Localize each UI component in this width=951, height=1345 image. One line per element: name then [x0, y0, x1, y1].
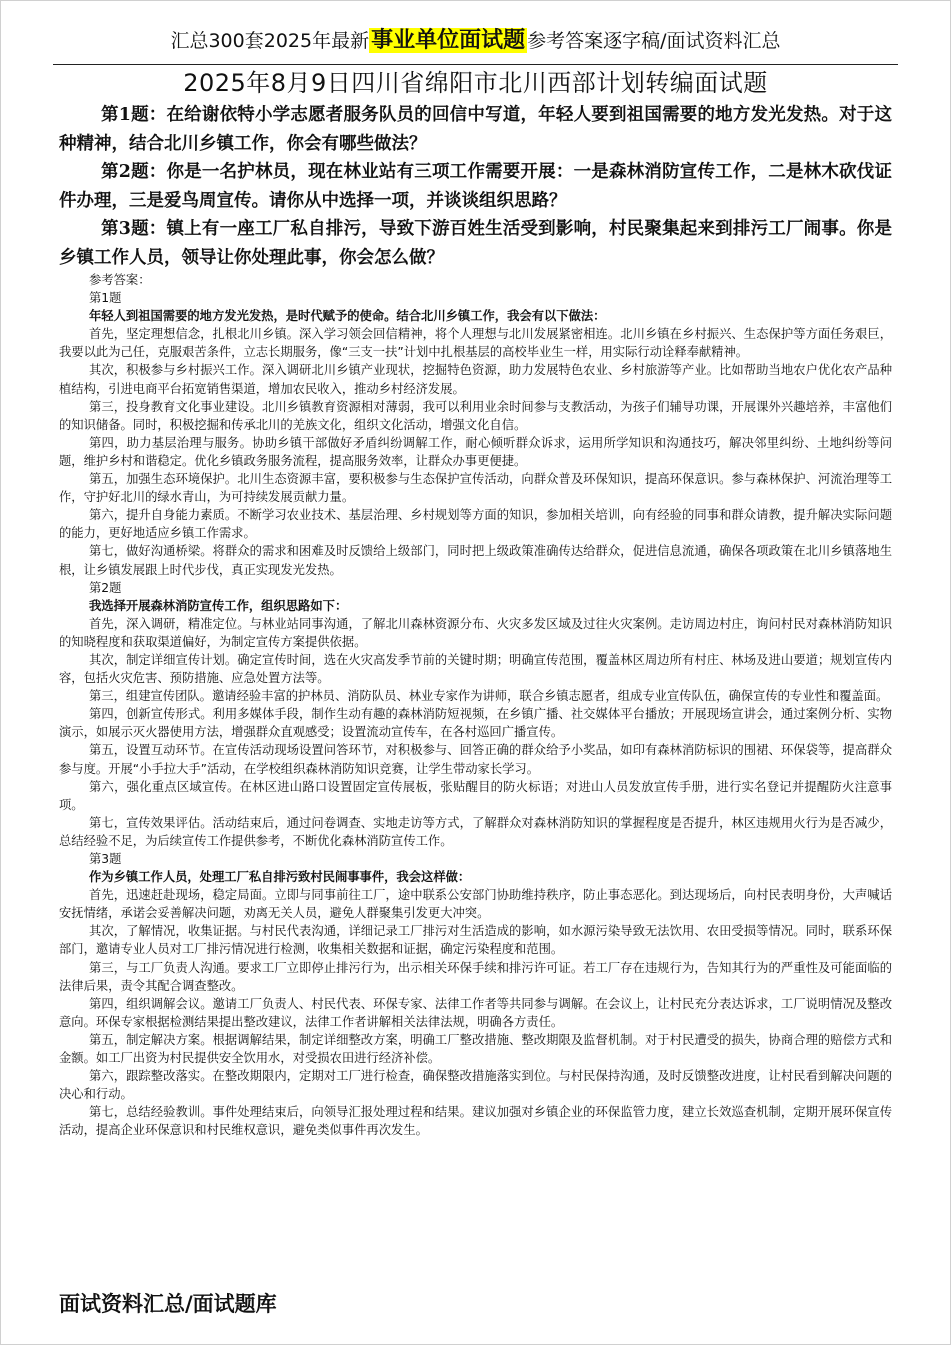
answer-1-paragraph: 第七，做好沟通桥梁。将群众的需求和困难及时反馈给上级部门，同时把上级政策准确传达给群众，促进信息流通，确保各项政策在北川乡镇落地生根，让乡镇发展跟上时代步伐，真正实现发光发热。	[59, 544, 892, 577]
answer-1-paragraph: 第六，提升自身能力素质。不断学习农业技术、基层治理、乡村规划等方面的知识，参加相关培训，向有经验的同事和群众请教，提升解决实际问题的能力，更好地适应乡镇工作需求。	[59, 508, 892, 541]
answer-1-heading: 第1题	[89, 291, 122, 306]
question-2: 第2题：你是一名护林员，现在林业站有三项工作需要开展：一是森林消防宣传工作，二是林木砍伐证件办理，三是爱鸟周宣传。请你从中选择一项，并谈谈组织思路？	[59, 162, 892, 211]
answer-2-paragraph: 第七，宣传效果评估。活动结束后，通过问卷调查、实地走访等方式，了解群众对森林消防知识的掌握程度是否提升，林区违规用火行为是否减少，总结经验不足，为后续宣传工作提供参考，不断优化森林消防宣传工作。	[59, 815, 892, 848]
answer-label: 参考答案：	[89, 273, 151, 287]
answer-2-paragraph: 第六，强化重点区域宣传。在林区进山路口设置固定宣传展板，张贴醒目的防火标语；对进山人员发放宣传手册，进行实名登记并提醒防火注意事项。	[59, 779, 892, 812]
answer-3-paragraph: 第七，总结经验教训。事件处理结束后，向领导汇报处理过程和结果。建议加强对乡镇企业的环保监管力度，建立长效巡查机制，定期开展环保宣传活动，提高企业环保意识和村民维权意识，避免类似事件再次发生。	[59, 1105, 892, 1138]
answer-3-lead: 作为乡镇工作人员，处理工厂私自排污致村民闹事事件，我会这样做：	[89, 870, 471, 885]
answer-2-paragraph: 第四，创新宣传形式。利用多媒体手段，制作生动有趣的森林消防短视频，在乡镇广播、社交媒体平台播放；开展现场宣讲会，通过案例分析、实物演示，如展示灭火器使用方法，增强群众直观感受；设置流动宣传车，在各村巡回广播宣传。	[59, 707, 892, 740]
answer-3-paragraph: 其次，了解情况，收集证据。与村民代表沟通，详细记录工厂排污对生活造成的影响，如水源污染导致无法饮用、农田受损等情况。同时，联系环保部门，邀请专业人员对工厂排污情况进行检测，收集相关数据和证据，确定污染程度和范围。	[59, 924, 892, 957]
question-3: 第3题：镇上有一座工厂私自排污，导致下游百姓生活受到影响，村民聚集起来到排污工厂闹事。你是乡镇工作人员，领导让你处理此事，你会怎么做？	[59, 219, 892, 268]
banner-prefix: 汇总300套2025年最新	[170, 30, 370, 52]
answer-1-paragraph: 第五，加强生态环境保护。北川生态资源丰富，要积极参与生态保护宣传活动，向群众普及环保知识，提高环保意识。参与森林保护、河流治理等工作，守护好北川的绿水青山，为可持续发展贡献力量。	[59, 472, 892, 505]
answer-1-paragraph: 其次，积极参与乡村振兴工作。深入调研北川乡镇产业现状，挖掘特色资源，助力发展特色农业、乡村旅游等产业。比如帮助当地农户优化农产品种植结构，引进电商平台拓宽销售渠道，增加农民收入，推动乡村经济发展。	[59, 363, 892, 396]
answer-2-lead: 我选择开展森林消防宣传工作，组织思路如下：	[89, 598, 348, 613]
banner-suffix: 参考答案逐字稿/面试资料汇总	[527, 30, 781, 52]
answer-3-paragraph: 第五，制定解决方案。根据调解结果，制定详细整改方案，明确工厂整改措施、整改期限及监督机制。对于村民遭受的损失，协商合理的赔偿方式和金额。如工厂出资为村民提供安全饮用水，对受损农田进行经济补偿。	[59, 1032, 892, 1066]
answer-3-paragraph: 第四，组织调解会议。邀请工厂负责人、村民代表、环保专家、法律工作者等共同参与调解。在会议上，让村民充分表达诉求，工厂说明情况及整改意向。环保专家根据检测结果提出整改建议，法律工作者讲解相关法律法规，明确各方责任。	[59, 996, 892, 1029]
answer-1-paragraph: 首先，坚定理想信念，扎根北川乡镇。深入学习领会回信精神，将个人理想与北川发展紧密相连。北川乡镇在乡村振兴、生态保护等方面任务艰巨，我要以此为己任，克服艰苦条件，立志长期服务，像“三支一扶”计划中扎根基层的高校毕业生一样，用实际行动诠释奉献精神。	[59, 327, 892, 360]
answer-2-paragraph: 其次，制定详细宣传计划。确定宣传时间，选在火灾高发季节前的关键时期；明确宣传范围，覆盖林区周边所有村庄、林场及进山要道；规划宣传内容，包括火灾危害、预防措施、应急处置方法等。	[59, 652, 892, 686]
question-list	[59, 101, 892, 272]
answer-2-paragraph: 第五，设置互动环节。在宣传活动现场设置问答环节，对积极参与、回答正确的群众给予小奖品，如印有森林消防标识的围裙、环保袋等，提高群众参与度。开展“小手拉大手”活动，在学校组织森林消防知识竞赛，让学生带动家长学习。	[59, 743, 892, 776]
promo-banner	[51, 19, 900, 63]
answer-2-paragraph: 第三，组建宣传团队。邀请经验丰富的护林员、消防队员、林业专家作为讲师，联合乡镇志愿者，组成专业宣传队伍，确保宣传的专业性和覆盖面。	[89, 689, 889, 704]
answer-1-paragraph: 第四，助力基层治理与服务。协助乡镇干部做好矛盾纠纷调解工作，耐心倾听群众诉求，运用所学知识和沟通技巧，解决邻里纠纷、土地纠纷等问题，维护乡村和谐稳定。优化乡镇政务服务流程，提高服务效率，让群众办事更便捷。	[59, 435, 892, 468]
answer-1-paragraph: 第三，投身教育文化事业建设。北川乡镇教育资源相对薄弱，我可以利用业余时间参与支教活动，为孩子们辅导功课，开展课外兴趣培养，丰富他们的知识储备。同时，积极挖掘和传承北川的羌族文化，组织文化活动，增强文化自信。	[59, 399, 892, 432]
answer-1-lead: 年轻人到祖国需要的地方发光发热，是时代赋予的使命。结合北川乡镇工作，我会有以下做法：	[89, 309, 606, 324]
answer-3-paragraph: 第三，与工厂负责人沟通。要求工厂立即停止排污行为，出示相关环保手续和排污许可证。若工厂存在违规行为，告知其行为的严重性及可能面临的法律后果，责令其配合调查整改。	[59, 960, 892, 993]
document-title: 2025年8月9日四川省绵阳市北川西部计划转编面试题	[183, 69, 768, 97]
answer-3-heading: 第3题	[89, 852, 122, 866]
answer-2-heading: 第2题	[89, 580, 122, 595]
answer-3-paragraph: 第六，跟踪整改落实。在整改期限内，定期对工厂进行检查，确保整改措施落实到位。与村民保持沟通，及时反馈整改进度，让村民看到解决问题的决心和行动。	[59, 1069, 892, 1102]
answer-section	[59, 271, 892, 1140]
question-1: 第1题：在给谢依特小学志愿者服务队员的回信中写道，年轻人要到祖国需要的地方发光发热。对于这种精神，结合北川乡镇工作，你会有哪些做法？	[59, 105, 892, 154]
footer-caption: 面试资料汇总/面试题库	[59, 1292, 277, 1316]
answer-2-paragraph: 首先，深入调研，精准定位。与林业站同事沟通，了解北川森林资源分布、火灾多发区域及过往火灾案例。走访周边村庄，询问村民对森林消防知识的知晓程度和获取渠道偏好，为制定宣传方案提供依据。	[59, 616, 892, 649]
answer-3-paragraph: 首先，迅速赶赴现场，稳定局面。立即与同事前往工厂，途中联系公安部门协助维持秩序，防止事态恶化。到达现场后，向村民表明身份，大声喊话安抚情绪，承诺会妥善解决问题，劝离无关人员，避免人群聚集引发更大冲突。	[59, 888, 892, 921]
banner-highlight: 事业单位面试题	[371, 28, 526, 53]
